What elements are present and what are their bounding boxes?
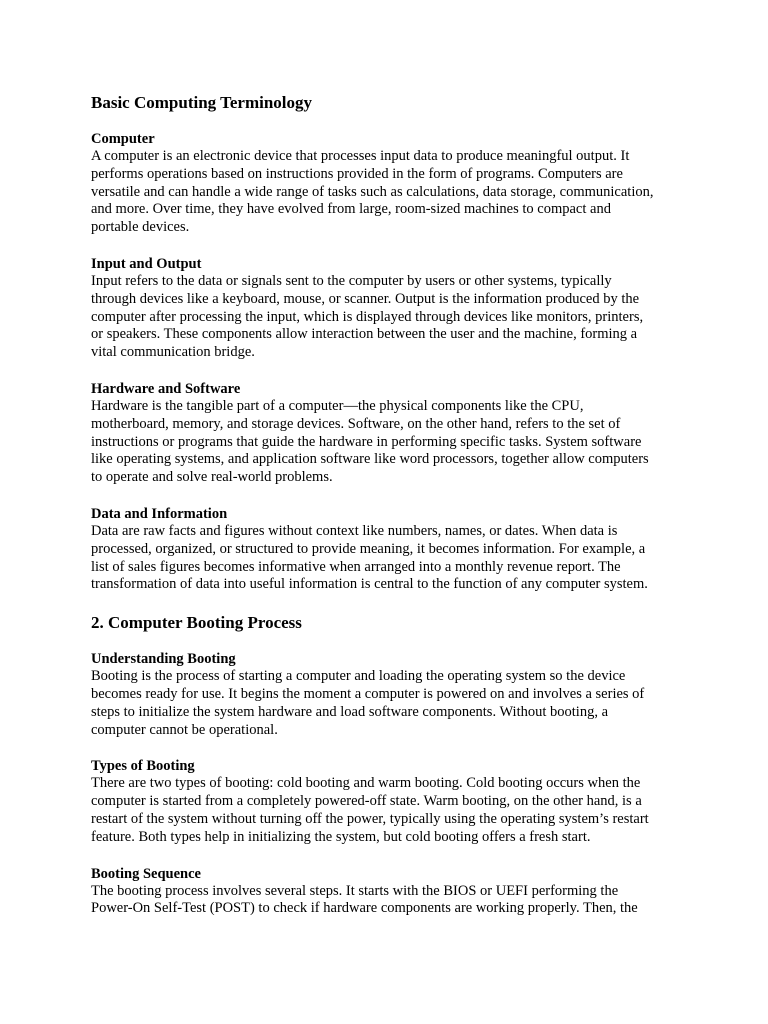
booting-sections <box>91 650 691 918</box>
section-title-basic-terminology: Basic Computing Terminology <box>91 93 313 112</box>
paragraph-line: processed, organized, or structured to provide meaning, it becomes information. For example, a <box>91 540 646 557</box>
paragraph-line: list of sales figures becomes informative when arranged into a monthly revenue report. The <box>91 558 621 575</box>
paragraph-hardware-and-software <box>91 398 691 487</box>
paragraph-line: through devices like a keyboard, mouse, or scanner. Output is the information produced by the <box>91 290 640 307</box>
paragraph-line: motherboard, memory, and storage devices. Software, on the other hand, refers to the set of <box>91 415 621 432</box>
section-booting-sequence <box>91 865 691 919</box>
paragraph-line: performs operations based on instructions provided in the form of programs. Computers are <box>91 165 623 182</box>
subheading-computer: Computer <box>91 131 155 147</box>
paragraph-line: Booting is the process of starting a computer and loading the operating system so the device <box>91 668 626 685</box>
paragraph-line: steps to initialize the system hardware and load software components. Without booting, a <box>91 703 609 720</box>
paragraph-line: Power-On Self-Test (POST) to check if hardware components are working properly. Then, the <box>91 900 638 917</box>
section-computer <box>91 130 691 237</box>
paragraph-line: or speakers. These components allow interaction between the user and the machine, forming a <box>91 326 638 343</box>
paragraph-line: instructions or programs that guide the hardware in performing specific tasks. System software <box>91 433 642 450</box>
paragraph-line: Input refers to the data or signals sent to the computer by users or other systems, typically <box>91 272 612 289</box>
subheading-booting-sequence: Booting Sequence <box>91 865 201 882</box>
paragraph-line: computer cannot be operational. <box>91 721 278 738</box>
document-page <box>91 92 691 936</box>
paragraph-types-of-booting <box>91 775 691 846</box>
subheading-understanding-booting: Understanding Booting <box>91 651 236 668</box>
subheading-types-of-booting: Types of Booting <box>91 758 195 775</box>
paragraph-line: computer is started from a completely powered-off state. Warm booting, on the other hand, is a <box>91 793 642 810</box>
paragraph-line: A computer is an electronic device that processes input data to produce meaningful output. It <box>91 148 630 164</box>
subheading-input-and-output: Input and Output <box>91 255 202 272</box>
paragraph-line: The booting process involves several steps. It starts with the BIOS or UEFI performing the <box>91 882 619 899</box>
section-types-of-booting <box>91 757 691 846</box>
paragraph-line: restart of the system without turning off the power, typically using the operating system’s restart <box>91 810 649 827</box>
paragraph-computer <box>91 148 691 237</box>
subheading-data-and-information: Data and Information <box>91 505 228 522</box>
paragraph-line: computer after processing the input, which is displayed through devices like monitors, printers, <box>91 308 644 325</box>
paragraph-data-and-information <box>91 523 691 594</box>
paragraph-line: transformation of data into useful information is central to the function of any computer system. <box>91 576 648 593</box>
paragraph-line: to operate and solve real-world problems. <box>91 469 333 486</box>
section-title-booting-process: 2. Computer Booting Process <box>91 613 302 633</box>
subheading-hardware-and-software: Hardware and Software <box>91 380 241 397</box>
paragraph-line: and more. Over time, they have evolved from large, room-sized machines to compact and <box>91 201 611 218</box>
paragraph-line: feature. Both types help in initializing the system, but cold booting offers a fresh start. <box>91 828 591 845</box>
paragraph-line: versatile and can handle a wide range of tasks such as calculations, data storage, communication, <box>91 183 654 200</box>
section-input-and-output <box>91 255 691 362</box>
section-data-and-information <box>91 505 691 594</box>
paragraph-line: portable devices. <box>91 219 190 236</box>
section-understanding-booting <box>91 650 691 739</box>
paragraph-line: Data are raw facts and figures without context like numbers, names, or dates. When data is <box>91 522 618 539</box>
paragraph-booting-sequence <box>91 883 691 919</box>
paragraph-line: like operating systems, and application software like word processors, together allow computers <box>91 451 649 468</box>
paragraph-line: becomes ready for use. It begins the moment a computer is powered on and involves a series of <box>91 685 645 702</box>
paragraph-line: vital communication bridge. <box>91 344 255 361</box>
paragraph-understanding-booting <box>91 668 691 739</box>
terminology-sections <box>91 130 691 594</box>
paragraph-input-and-output <box>91 273 691 362</box>
section-hardware-and-software <box>91 380 691 487</box>
paragraph-line: There are two types of booting: cold booting and warm booting. Cold booting occurs when the <box>91 775 641 792</box>
paragraph-line: Hardware is the tangible part of a computer—the physical components like the CPU, <box>91 397 584 414</box>
